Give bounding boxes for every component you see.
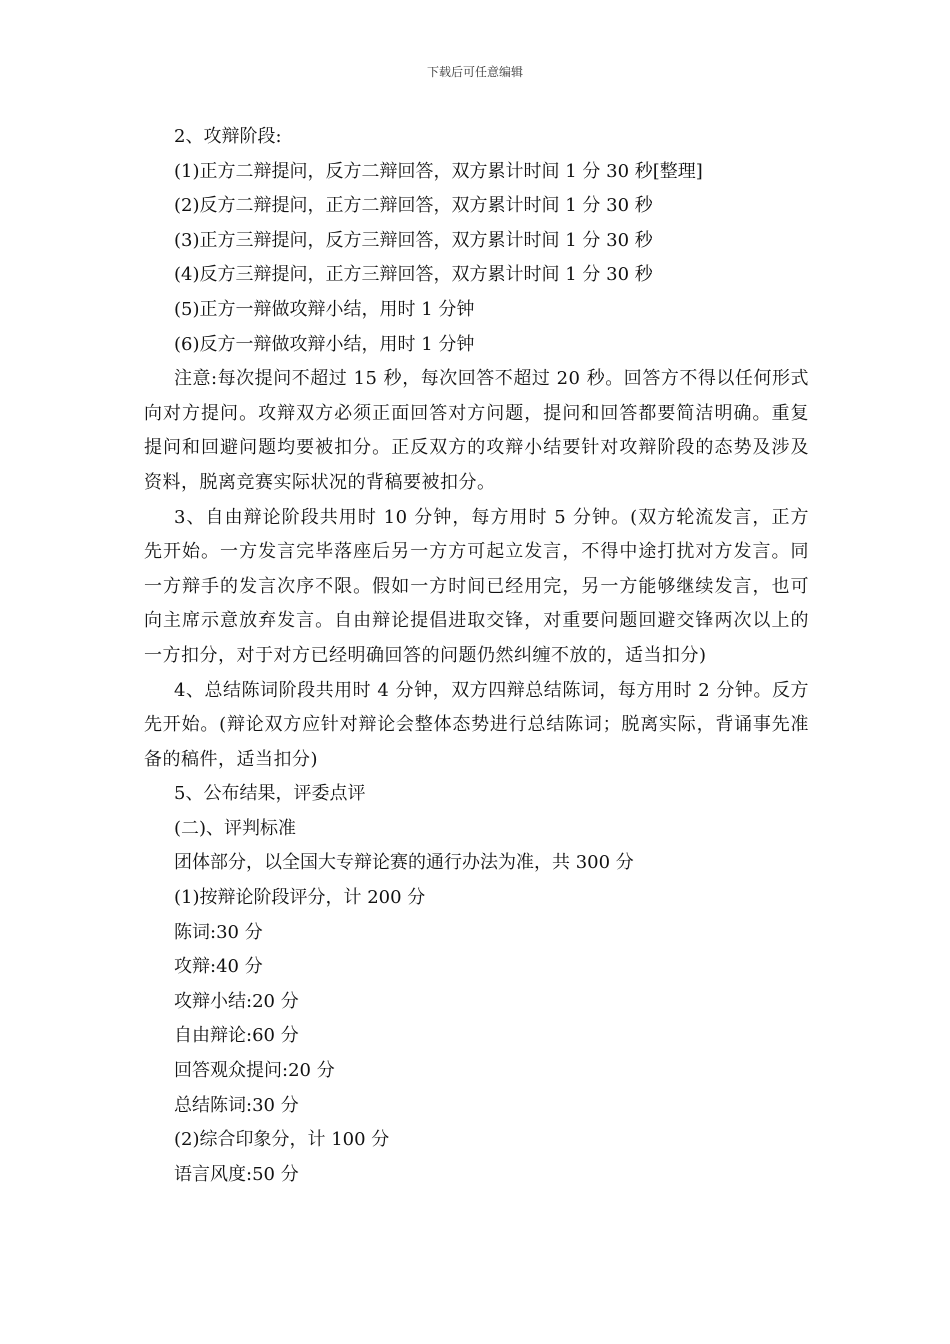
list-item: 回答观众提问:20 分 [174, 1060, 335, 1082]
list-item: (6)反方一辩做攻辩小结，用时 1 分钟 [174, 333, 475, 355]
list-item: (1)正方二辩提问，反方二辩回答，双方累计时间 1 分 30 秒[整理] [174, 160, 703, 182]
list-item: 攻辩:40 分 [174, 956, 263, 978]
debate-stage-title: 2、攻辩阶段: [174, 126, 282, 147]
list-item: 总结陈词:30 分 [174, 1094, 299, 1116]
impression-title: (2)综合印象分，计 100 分 [174, 1129, 390, 1151]
criteria-title: (二)、评判标准 [174, 817, 297, 839]
document-body [144, 120, 809, 1192]
stage-score-title: (1)按辩论阶段评分，计 200 分 [174, 887, 426, 909]
list-item: 自由辩论:60 分 [174, 1025, 299, 1047]
list-item: 陈词:30 分 [174, 921, 263, 943]
list-item: (3)正方三辩提问，反方三辩回答，双方累计时间 1 分 30 秒 [174, 229, 653, 251]
list-item: (4)反方三辩提问，正方三辩回答，双方累计时间 1 分 30 秒 [174, 264, 653, 286]
summary-paragraph: 4、总结陈词阶段共用时 4 分钟，双方四辩总结陈词，每方用时 2 分钟。反方先开始。(辩论双方应针对辩论会整体态势进行总结陈词；脱离实际，背诵事先准备的稿件，适当扣分) [144, 679, 809, 770]
list-item: 攻辩小结:20 分 [174, 990, 299, 1012]
page-header: 下载后可任意编辑 [426, 65, 523, 79]
list-item: (2)反方二辩提问，正方二辩回答，双方累计时间 1 分 30 秒 [174, 195, 653, 217]
free-debate-paragraph: 3、自由辩论阶段共用时 10 分钟，每方用时 5 分钟。(双方轮流发言，正方先开始。一方发言完毕落座后另一方方可起立发言，不得中途打扰对方发言。同一方辩手的发言次序不限。假如一方时间已经用完，另一方能够继续发言，也可向主席示意放弃发言。自由辩论提倡进取交锋，对重要问题回避交锋两次以上的一方扣分，对于对方已经明确回答的问题仍然纠缠不放的，适当扣分) [144, 506, 809, 666]
team-line: 团体部分，以全国大专辩论赛的通行办法为准，共 300 分 [174, 852, 634, 874]
result-line: 5、公布结果，评委点评 [174, 783, 366, 805]
list-item: (5)正方一辩做攻辩小结，用时 1 分钟 [174, 298, 475, 320]
list-item: 语言风度:50 分 [174, 1163, 299, 1185]
note-paragraph: 注意:每次提问不超过 15 秒，每次回答不超过 20 秒。回答方不得以任何形式向对方提问。攻辩双方必须正面回答对方问题，提问和回答都要简洁明确。重复提问和回避问题均要被扣分。正反双方的攻辩小结要针对攻辩阶段的态势及涉及资料，脱离竞赛实际状况的背稿要被扣分。 [144, 368, 809, 493]
